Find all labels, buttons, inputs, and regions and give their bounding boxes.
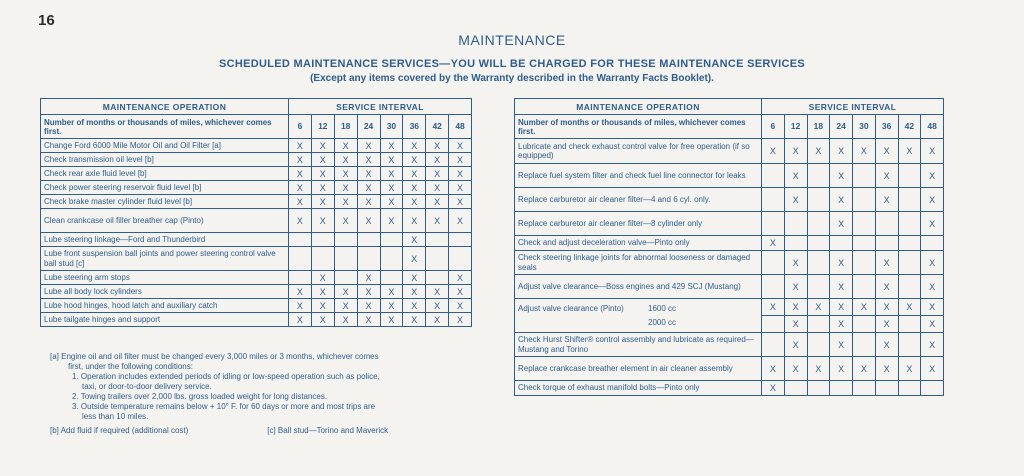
table-row (515, 251, 944, 275)
interval-mark-cell: X (426, 181, 449, 195)
interval-mark-cell (426, 271, 449, 285)
interval-mark-cell: X (357, 285, 380, 299)
interval-mark-cell: X (334, 299, 357, 313)
interval-mark-cell (762, 251, 785, 275)
interval-mark-cell: X (449, 167, 472, 181)
interval-label: 48 (449, 115, 472, 139)
operation-cell: Check rear axle fluid level [b] (41, 167, 289, 181)
interval-mark-cell (807, 316, 830, 333)
interval-mark-cell: X (334, 167, 357, 181)
interval-mark-cell: X (380, 285, 403, 299)
footnote-condition-1-cont: taxi, or door-to-door delivery service. (82, 382, 212, 391)
interval-mark-cell: X (357, 139, 380, 153)
interval-mark-cell: X (357, 299, 380, 313)
interval-mark-cell (853, 251, 876, 275)
interval-label: 12 (311, 115, 334, 139)
interval-mark-cell: X (380, 299, 403, 313)
interval-mark-cell: X (449, 271, 472, 285)
interval-mark-cell: X (875, 316, 898, 333)
interval-mark-cell (853, 236, 876, 251)
interval-row-label: Number of months or thousands of miles, whichever comes first. (515, 115, 762, 139)
interval-mark-cell (334, 271, 357, 285)
interval-label: 24 (357, 115, 380, 139)
operation-cell: Replace fuel system filter and check fuel line connector for leaks (515, 164, 762, 188)
interval-mark-cell: X (334, 153, 357, 167)
interval-mark-cell: X (830, 139, 853, 164)
interval-mark-cell: X (380, 153, 403, 167)
interval-mark-cell (449, 247, 472, 271)
interval-mark-cell: X (921, 299, 944, 316)
interval-mark-cell: X (311, 181, 334, 195)
interval-mark-cell: X (921, 275, 944, 299)
interval-mark-cell: X (898, 139, 921, 164)
interval-mark-cell: X (762, 299, 785, 316)
interval-mark-cell: X (449, 153, 472, 167)
interval-mark-cell: X (875, 164, 898, 188)
interval-mark-cell (921, 381, 944, 396)
operation-cell: Adjust valve clearance—Boss engines and 429 SCJ (Mustang) (515, 275, 762, 299)
operation-cell: Lube all body lock cylinders (41, 285, 289, 299)
table-row (515, 357, 944, 381)
interval-mark-cell: X (426, 167, 449, 181)
maintenance-table-right (514, 98, 944, 396)
operation-header: MAINTENANCE OPERATION (41, 99, 289, 115)
interval-mark-cell: X (403, 313, 426, 327)
interval-mark-cell: X (830, 275, 853, 299)
interval-mark-cell (289, 247, 312, 271)
interval-mark-cell: X (289, 139, 312, 153)
interval-mark-cell: X (875, 139, 898, 164)
interval-mark-cell: X (830, 316, 853, 333)
interval-mark-cell: X (830, 299, 853, 316)
interval-mark-cell: X (357, 181, 380, 195)
engine-size-label: 2000 cc (648, 317, 677, 327)
interval-mark-cell: X (426, 285, 449, 299)
interval-mark-cell (853, 212, 876, 236)
table-row (41, 299, 472, 313)
table-row (41, 209, 472, 233)
interval-row-label: Number of months or thousands of miles, whichever comes first. (41, 115, 289, 139)
interval-mark-cell: X (403, 139, 426, 153)
interval-mark-cell: X (449, 139, 472, 153)
interval-mark-cell: X (449, 181, 472, 195)
operation-cell: Clean crankcase oil filler breather cap (Pinto) (41, 209, 289, 233)
table-row (41, 313, 472, 327)
interval-mark-cell: X (426, 139, 449, 153)
interval-mark-cell (853, 188, 876, 212)
interval-label: 18 (807, 115, 830, 139)
interval-mark-cell: X (311, 271, 334, 285)
operation-cell: Replace carburetor air cleaner filter—8 cylinder only (515, 212, 762, 236)
interval-mark-cell (898, 236, 921, 251)
interval-mark-cell (898, 381, 921, 396)
interval-mark-cell: X (807, 299, 830, 316)
interval-mark-cell: X (875, 275, 898, 299)
interval-mark-cell: X (784, 357, 807, 381)
interval-mark-cell: X (449, 299, 472, 313)
interval-mark-cell (807, 236, 830, 251)
interval-mark-cell (853, 275, 876, 299)
operation-cell: Check brake master cylinder fluid level [b] (41, 195, 289, 209)
page-title: MAINTENANCE (458, 32, 566, 48)
interval-mark-cell: X (357, 271, 380, 285)
table-row (41, 181, 472, 195)
table-row (515, 299, 944, 316)
interval-mark-cell (762, 316, 785, 333)
interval-mark-cell: X (921, 188, 944, 212)
interval-mark-cell (807, 164, 830, 188)
operation-cell: Lubricate and check exhaust control valve for free operation (if so equipped) (515, 139, 762, 164)
footnote-c: [c] Ball stud—Torino and Maverick (267, 426, 389, 435)
interval-mark-cell: X (921, 251, 944, 275)
interval-mark-cell: X (875, 357, 898, 381)
interval-mark-cell: X (289, 299, 312, 313)
interval-mark-cell: X (334, 313, 357, 327)
interval-label: 30 (380, 115, 403, 139)
interval-mark-cell (762, 275, 785, 299)
interval-mark-cell: X (357, 153, 380, 167)
interval-mark-cell: X (898, 299, 921, 316)
interval-mark-cell: X (380, 167, 403, 181)
interval-mark-cell: X (875, 299, 898, 316)
interval-label: 42 (898, 115, 921, 139)
interval-mark-cell: X (403, 167, 426, 181)
interval-mark-cell (449, 233, 472, 247)
interval-header: SERVICE INTERVAL (289, 99, 472, 115)
engine-size-label: 1600 cc (648, 304, 677, 313)
footnote-condition-1: 1. Operation includes extended periods of idling or low-speed operation such as police, (72, 372, 380, 381)
interval-mark-cell: X (357, 209, 380, 233)
operation-cell: Check power steering reservoir fluid level [b] (41, 181, 289, 195)
table-row (41, 285, 472, 299)
footnote-condition-3: 3. Outside temperature remains below + 10° F. for 60 days or more and most trips are (72, 402, 376, 411)
interval-mark-cell: X (921, 212, 944, 236)
operation-cell: Check Hurst Shifter® control assembly and lubricate as required—Mustang and Torino (515, 333, 762, 357)
interval-mark-cell: X (921, 139, 944, 164)
interval-mark-cell (289, 271, 312, 285)
interval-mark-cell: X (403, 271, 426, 285)
interval-mark-cell (807, 275, 830, 299)
interval-mark-cell (875, 212, 898, 236)
interval-mark-cell: X (853, 299, 876, 316)
interval-mark-cell (853, 316, 876, 333)
interval-mark-cell: X (403, 285, 426, 299)
interval-mark-cell (853, 381, 876, 396)
interval-mark-cell (334, 233, 357, 247)
operation-cell: Change Ford 6000 Mile Motor Oil and Oil Filter [a] (41, 139, 289, 153)
interval-label: 18 (334, 115, 357, 139)
footnote-condition-3-cont: less than 10 miles. (82, 412, 149, 421)
table-row (41, 139, 472, 153)
interval-mark-cell (830, 381, 853, 396)
operation-cell: Lube steering linkage—Ford and Thunderbird (41, 233, 289, 247)
operation-cell: Lube front suspension ball joints and power steering control valve ball stud [c] (41, 247, 289, 271)
interval-mark-cell (807, 251, 830, 275)
interval-mark-cell (898, 275, 921, 299)
interval-mark-cell: X (289, 313, 312, 327)
interval-mark-cell: X (784, 188, 807, 212)
footnote-a-cont: first, under the following conditions: (68, 362, 193, 371)
interval-mark-cell (898, 212, 921, 236)
interval-mark-cell: X (403, 209, 426, 233)
interval-mark-cell: X (311, 299, 334, 313)
table-row (41, 153, 472, 167)
interval-mark-cell (898, 188, 921, 212)
interval-mark-cell (311, 247, 334, 271)
interval-mark-cell (898, 251, 921, 275)
interval-mark-cell: X (311, 167, 334, 181)
interval-mark-cell (426, 233, 449, 247)
interval-mark-cell (807, 381, 830, 396)
operation-cell: Lube hood hinges, hood latch and auxiliary catch (41, 299, 289, 313)
interval-mark-cell: X (449, 313, 472, 327)
interval-mark-cell (380, 233, 403, 247)
interval-mark-cell: X (784, 316, 807, 333)
interval-mark-cell: X (784, 139, 807, 164)
interval-label: 24 (830, 115, 853, 139)
operation-cell (515, 299, 762, 333)
interval-mark-cell: X (380, 195, 403, 209)
page-number: 16 (38, 12, 55, 29)
interval-mark-cell: X (762, 381, 785, 396)
operation-cell: Check steering linkage joints for abnormal looseness or damaged seals (515, 251, 762, 275)
interval-mark-cell: X (289, 285, 312, 299)
interval-mark-cell: X (334, 209, 357, 233)
interval-mark-cell (853, 333, 876, 357)
interval-mark-cell: X (875, 333, 898, 357)
interval-mark-cell (380, 247, 403, 271)
interval-mark-cell: X (853, 139, 876, 164)
footnotes (50, 352, 480, 436)
operation-text: Adjust valve clearance (Pinto) (518, 304, 624, 313)
interval-mark-cell: X (334, 285, 357, 299)
interval-mark-cell: X (403, 233, 426, 247)
operation-cell: Check transmission oil level [b] (41, 153, 289, 167)
operation-cell: Replace crankcase breather element in air cleaner assembly (515, 357, 762, 381)
interval-mark-cell: X (334, 139, 357, 153)
table-row (515, 275, 944, 299)
interval-mark-cell: X (784, 299, 807, 316)
interval-mark-cell: X (311, 285, 334, 299)
operation-cell: Check and adjust deceleration valve—Pinto only (515, 236, 762, 251)
interval-mark-cell: X (403, 299, 426, 313)
interval-mark-cell (898, 316, 921, 333)
interval-mark-cell: X (921, 164, 944, 188)
interval-mark-cell: X (357, 195, 380, 209)
interval-mark-cell: X (762, 139, 785, 164)
table-row (515, 212, 944, 236)
interval-mark-cell: X (311, 195, 334, 209)
interval-mark-cell: X (357, 167, 380, 181)
table-row (515, 139, 944, 164)
interval-mark-cell (898, 333, 921, 357)
interval-mark-cell (853, 164, 876, 188)
interval-mark-cell (289, 233, 312, 247)
interval-mark-cell: X (784, 251, 807, 275)
interval-mark-cell: X (830, 251, 853, 275)
interval-mark-cell: X (403, 195, 426, 209)
interval-mark-cell: X (921, 316, 944, 333)
interval-mark-cell: X (403, 153, 426, 167)
interval-mark-cell (784, 212, 807, 236)
interval-mark-cell (921, 236, 944, 251)
interval-mark-cell: X (784, 275, 807, 299)
interval-mark-cell: X (380, 139, 403, 153)
interval-mark-cell: X (426, 153, 449, 167)
interval-mark-cell: X (289, 167, 312, 181)
interval-mark-cell: X (784, 333, 807, 357)
interval-mark-cell (334, 247, 357, 271)
interval-mark-cell: X (426, 313, 449, 327)
interval-mark-cell (875, 381, 898, 396)
footnote-a: [a] Engine oil and oil filter must be changed every 3,000 miles or 3 months, whichever comes (50, 352, 379, 361)
interval-mark-cell: X (449, 285, 472, 299)
interval-label: 12 (784, 115, 807, 139)
interval-mark-cell: X (875, 251, 898, 275)
interval-mark-cell: X (289, 153, 312, 167)
interval-label: 6 (762, 115, 785, 139)
interval-mark-cell: X (449, 195, 472, 209)
interval-mark-cell: X (426, 299, 449, 313)
interval-mark-cell: X (830, 333, 853, 357)
interval-mark-cell: X (311, 153, 334, 167)
interval-mark-cell: X (762, 236, 785, 251)
interval-mark-cell: X (334, 195, 357, 209)
interval-label: 36 (403, 115, 426, 139)
interval-mark-cell (807, 212, 830, 236)
interval-mark-cell: X (449, 209, 472, 233)
interval-label: 42 (426, 115, 449, 139)
interval-mark-cell: X (921, 357, 944, 381)
interval-mark-cell (762, 333, 785, 357)
interval-mark-cell: X (403, 181, 426, 195)
interval-mark-cell: X (357, 313, 380, 327)
table-row (41, 271, 472, 285)
interval-mark-cell: X (807, 139, 830, 164)
interval-label: 6 (289, 115, 312, 139)
interval-label: 36 (875, 115, 898, 139)
interval-mark-cell (784, 236, 807, 251)
table-row (41, 167, 472, 181)
operation-cell: Lube steering arm stops (41, 271, 289, 285)
interval-mark-cell: X (762, 357, 785, 381)
interval-mark-cell (357, 233, 380, 247)
table-row (515, 164, 944, 188)
interval-mark-cell (807, 333, 830, 357)
interval-mark-cell: X (807, 357, 830, 381)
interval-mark-cell (807, 188, 830, 212)
interval-mark-cell: X (289, 181, 312, 195)
interval-mark-cell: X (289, 209, 312, 233)
interval-mark-cell (762, 164, 785, 188)
interval-mark-cell (380, 271, 403, 285)
operation-cell: Lube tailgate hinges and support (41, 313, 289, 327)
table-row (515, 236, 944, 251)
interval-mark-cell: X (380, 209, 403, 233)
interval-mark-cell: X (380, 313, 403, 327)
table-row (515, 381, 944, 396)
interval-mark-cell: X (830, 164, 853, 188)
interval-mark-cell (762, 212, 785, 236)
interval-mark-cell: X (921, 333, 944, 357)
interval-mark-cell (357, 247, 380, 271)
interval-mark-cell (875, 236, 898, 251)
footnote-b: [b] Add fluid if required (additional cost) (50, 426, 189, 435)
interval-label: 30 (853, 115, 876, 139)
interval-mark-cell (762, 188, 785, 212)
interval-mark-cell: X (784, 164, 807, 188)
page-subtitle-note: (Except any items covered by the Warranty described in the Warranty Facts Booklet). (310, 73, 714, 84)
interval-mark-cell (830, 236, 853, 251)
interval-mark-cell: X (334, 181, 357, 195)
operation-cell: Replace carburetor air cleaner filter—4 and 6 cyl. only. (515, 188, 762, 212)
interval-mark-cell: X (853, 357, 876, 381)
interval-mark-cell (898, 164, 921, 188)
interval-mark-cell: X (426, 195, 449, 209)
interval-mark-cell: X (830, 212, 853, 236)
interval-mark-cell: X (311, 313, 334, 327)
interval-label: 48 (921, 115, 944, 139)
interval-header: SERVICE INTERVAL (762, 99, 944, 115)
footnote-condition-2: 2. Towing trailers over 2,000 lbs. gross loaded weight for long distances. (72, 392, 328, 401)
interval-mark-cell: X (311, 139, 334, 153)
interval-mark-cell: X (289, 195, 312, 209)
interval-mark-cell (311, 233, 334, 247)
table-row (41, 233, 472, 247)
interval-mark-cell: X (898, 357, 921, 381)
interval-mark-cell: X (311, 209, 334, 233)
interval-mark-cell: X (830, 357, 853, 381)
page-subtitle: SCHEDULED MAINTENANCE SERVICES—YOU WILL BE CHARGED FOR THESE MAINTENANCE SERVICES (219, 58, 805, 70)
operation-header: MAINTENANCE OPERATION (515, 99, 762, 115)
interval-mark-cell (426, 247, 449, 271)
table-row (41, 247, 472, 271)
interval-mark-cell: X (830, 188, 853, 212)
interval-mark-cell: X (380, 181, 403, 195)
table-row (515, 333, 944, 357)
maintenance-table-left (40, 98, 472, 327)
operation-cell: Check torque of exhaust manifold bolts—Pinto only (515, 381, 762, 396)
interval-mark-cell: X (875, 188, 898, 212)
interval-mark-cell (784, 381, 807, 396)
table-row (515, 188, 944, 212)
interval-mark-cell: X (426, 209, 449, 233)
table-row (41, 195, 472, 209)
interval-mark-cell: X (403, 247, 426, 271)
